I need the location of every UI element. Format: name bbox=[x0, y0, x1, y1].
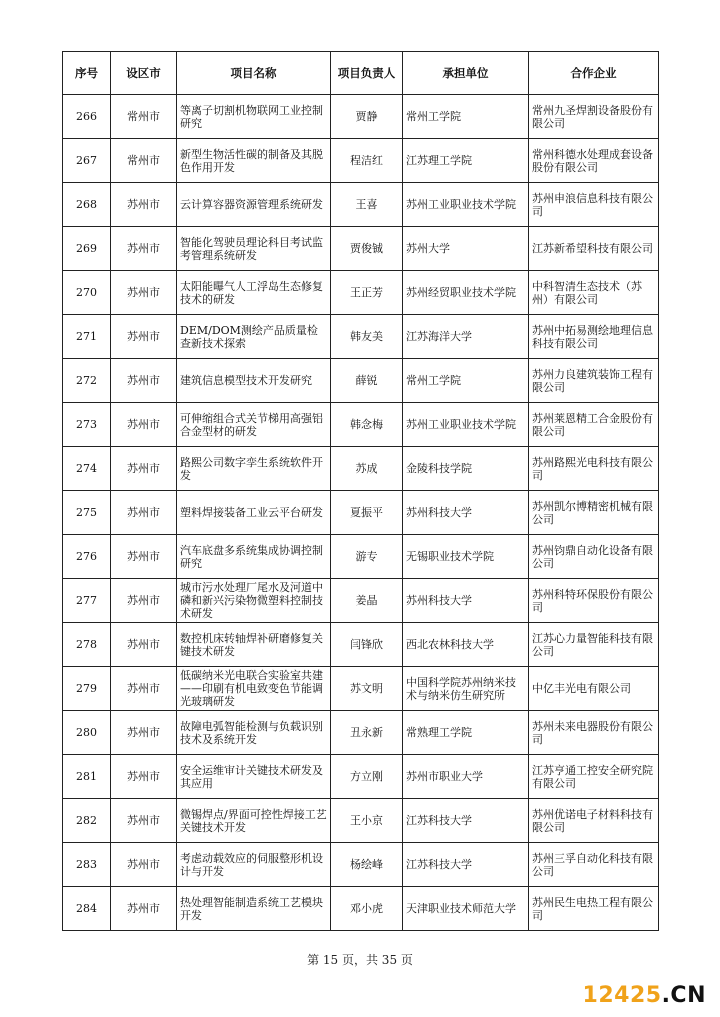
cell-partner: 常州科德水处理成套设备股份有限公司 bbox=[529, 139, 659, 183]
cell-leader: 苏文明 bbox=[331, 667, 403, 711]
cell-partner: 苏州申浪信息科技有限公司 bbox=[529, 183, 659, 227]
cell-city: 苏州市 bbox=[111, 579, 177, 623]
cell-leader: 韩友美 bbox=[331, 315, 403, 359]
table-row bbox=[63, 579, 659, 623]
cell-unit: 苏州科技大学 bbox=[403, 491, 529, 535]
cell-project-name: DEM/DOM测绘产品质量检查新技术探索 bbox=[177, 315, 331, 359]
cell-leader: 韩念梅 bbox=[331, 403, 403, 447]
header-project-name: 项目名称 bbox=[177, 52, 331, 95]
cell-no: 275 bbox=[63, 491, 111, 535]
cell-project-name: 汽车底盘多系统集成协调控制研究 bbox=[177, 535, 331, 579]
header-leader: 项目负责人 bbox=[331, 52, 403, 95]
cell-unit: 苏州市职业大学 bbox=[403, 755, 529, 799]
cell-no: 278 bbox=[63, 623, 111, 667]
table-row bbox=[63, 711, 659, 755]
cell-unit: 苏州工业职业技术学院 bbox=[403, 183, 529, 227]
cell-no: 269 bbox=[63, 227, 111, 271]
table-row bbox=[63, 887, 659, 931]
cell-partner: 苏州民生电热工程有限公司 bbox=[529, 887, 659, 931]
cell-unit: 中国科学院苏州纳米技术与纳米仿生研究所 bbox=[403, 667, 529, 711]
watermark-domain: .CN bbox=[661, 983, 706, 1008]
cell-no: 280 bbox=[63, 711, 111, 755]
cell-city: 苏州市 bbox=[111, 711, 177, 755]
cell-city: 苏州市 bbox=[111, 447, 177, 491]
cell-no: 283 bbox=[63, 843, 111, 887]
cell-project-name: 低碳纳米光电联合实验室共建——印刷有机电致变色节能调光玻璃研发 bbox=[177, 667, 331, 711]
cell-project-name: 热处理智能制造系统工艺模块开发 bbox=[177, 887, 331, 931]
header-unit: 承担单位 bbox=[403, 52, 529, 95]
cell-city: 苏州市 bbox=[111, 623, 177, 667]
header-city: 设区市 bbox=[111, 52, 177, 95]
cell-unit: 江苏科技大学 bbox=[403, 799, 529, 843]
cell-city: 苏州市 bbox=[111, 403, 177, 447]
table-row bbox=[63, 535, 659, 579]
cell-partner: 苏州优诺电子材料科技有限公司 bbox=[529, 799, 659, 843]
cell-unit: 江苏科技大学 bbox=[403, 843, 529, 887]
cell-project-name: 塑料焊接装备工业云平台研发 bbox=[177, 491, 331, 535]
cell-unit: 江苏理工学院 bbox=[403, 139, 529, 183]
cell-leader: 苏成 bbox=[331, 447, 403, 491]
watermark-number: 12425 bbox=[582, 983, 662, 1008]
cell-unit: 苏州工业职业技术学院 bbox=[403, 403, 529, 447]
cell-partner: 江苏亨通工控安全研究院有限公司 bbox=[529, 755, 659, 799]
cell-leader: 丑永新 bbox=[331, 711, 403, 755]
cell-city: 苏州市 bbox=[111, 315, 177, 359]
cell-no: 284 bbox=[63, 887, 111, 931]
cell-project-name: 智能化驾驶员理论科目考试监考管理系统研发 bbox=[177, 227, 331, 271]
cell-city: 苏州市 bbox=[111, 535, 177, 579]
table-row bbox=[63, 271, 659, 315]
cell-unit: 江苏海洋大学 bbox=[403, 315, 529, 359]
cell-unit: 常州工学院 bbox=[403, 95, 529, 139]
table-row bbox=[63, 359, 659, 403]
table-row bbox=[63, 139, 659, 183]
cell-partner: 苏州钧鼎自动化设备有限公司 bbox=[529, 535, 659, 579]
cell-project-name: 城市污水处理厂尾水及河道中磷和新兴污染物微塑料控制技术研发 bbox=[177, 579, 331, 623]
cell-leader: 闫锋欣 bbox=[331, 623, 403, 667]
table-row bbox=[63, 315, 659, 359]
header-partner: 合作企业 bbox=[529, 52, 659, 95]
cell-unit: 苏州大学 bbox=[403, 227, 529, 271]
cell-no: 268 bbox=[63, 183, 111, 227]
cell-partner: 江苏心力量智能科技有限公司 bbox=[529, 623, 659, 667]
cell-unit: 天津职业技术师范大学 bbox=[403, 887, 529, 931]
cell-project-name: 考虑动载效应的伺服整形机设计与开发 bbox=[177, 843, 331, 887]
cell-leader: 贾静 bbox=[331, 95, 403, 139]
table-row bbox=[63, 403, 659, 447]
table-row bbox=[63, 843, 659, 887]
cell-no: 276 bbox=[63, 535, 111, 579]
cell-city: 苏州市 bbox=[111, 183, 177, 227]
project-table bbox=[62, 51, 659, 931]
cell-no: 270 bbox=[63, 271, 111, 315]
cell-leader: 游专 bbox=[331, 535, 403, 579]
cell-project-name: 可伸缩组合式关节梯用高强铝合金型材的研发 bbox=[177, 403, 331, 447]
cell-no: 273 bbox=[63, 403, 111, 447]
cell-project-name: 微锡焊点/界面可控性焊接工艺关键技术开发 bbox=[177, 799, 331, 843]
cell-no: 274 bbox=[63, 447, 111, 491]
table-row bbox=[63, 667, 659, 711]
table-row bbox=[63, 755, 659, 799]
cell-no: 266 bbox=[63, 95, 111, 139]
cell-no: 282 bbox=[63, 799, 111, 843]
cell-no: 277 bbox=[63, 579, 111, 623]
table-row bbox=[63, 491, 659, 535]
cell-city: 苏州市 bbox=[111, 227, 177, 271]
cell-leader: 姜晶 bbox=[331, 579, 403, 623]
cell-partner: 苏州路熙光电科技有限公司 bbox=[529, 447, 659, 491]
watermark-logo bbox=[583, 983, 706, 1008]
cell-partner: 苏州莱恩精工合金股份有限公司 bbox=[529, 403, 659, 447]
cell-project-name: 太阳能曝气人工浮岛生态修复技术的研发 bbox=[177, 271, 331, 315]
cell-leader: 王正芳 bbox=[331, 271, 403, 315]
cell-partner: 江苏新希望科技有限公司 bbox=[529, 227, 659, 271]
cell-project-name: 云计算容器资源管理系统研发 bbox=[177, 183, 331, 227]
cell-leader: 夏振平 bbox=[331, 491, 403, 535]
cell-unit: 苏州经贸职业技术学院 bbox=[403, 271, 529, 315]
table-header-row bbox=[63, 52, 659, 95]
cell-partner: 苏州凯尔博精密机械有限公司 bbox=[529, 491, 659, 535]
cell-project-name: 新型生物活性碳的制备及其脱色作用开发 bbox=[177, 139, 331, 183]
cell-project-name: 数控机床转轴焊补研磨修复关键技术研发 bbox=[177, 623, 331, 667]
page-footer: 第 15 页，共 35 页 bbox=[307, 953, 413, 967]
cell-partner: 苏州未来电器股份有限公司 bbox=[529, 711, 659, 755]
cell-no: 281 bbox=[63, 755, 111, 799]
cell-city: 苏州市 bbox=[111, 491, 177, 535]
cell-city: 苏州市 bbox=[111, 799, 177, 843]
cell-city: 苏州市 bbox=[111, 843, 177, 887]
cell-project-name: 故障电弧智能检测与负载识别技术及系统开发 bbox=[177, 711, 331, 755]
cell-project-name: 安全运维审计关键技术研发及其应用 bbox=[177, 755, 331, 799]
cell-unit: 常州工学院 bbox=[403, 359, 529, 403]
header-no: 序号 bbox=[63, 52, 111, 95]
table-row bbox=[63, 183, 659, 227]
cell-leader: 程洁红 bbox=[331, 139, 403, 183]
cell-no: 272 bbox=[63, 359, 111, 403]
table-row bbox=[63, 623, 659, 667]
cell-leader: 贾俊铖 bbox=[331, 227, 403, 271]
cell-partner: 苏州中拓易测绘地理信息科技有限公司 bbox=[529, 315, 659, 359]
cell-unit: 苏州科技大学 bbox=[403, 579, 529, 623]
table-row bbox=[63, 95, 659, 139]
cell-partner: 苏州三孚自动化科技有限公司 bbox=[529, 843, 659, 887]
cell-city: 常州市 bbox=[111, 139, 177, 183]
cell-partner: 常州九圣焊割设备股份有限公司 bbox=[529, 95, 659, 139]
cell-no: 279 bbox=[63, 667, 111, 711]
cell-partner: 苏州科特环保股份有限公司 bbox=[529, 579, 659, 623]
cell-leader: 邓小虎 bbox=[331, 887, 403, 931]
cell-partner: 中科智清生态技术（苏州）有限公司 bbox=[529, 271, 659, 315]
cell-unit: 无锡职业技术学院 bbox=[403, 535, 529, 579]
cell-unit: 西北农林科技大学 bbox=[403, 623, 529, 667]
cell-project-name: 建筑信息模型技术开发研究 bbox=[177, 359, 331, 403]
cell-partner: 苏州力良建筑装饰工程有限公司 bbox=[529, 359, 659, 403]
cell-unit: 常熟理工学院 bbox=[403, 711, 529, 755]
table-row bbox=[63, 799, 659, 843]
cell-leader: 王小京 bbox=[331, 799, 403, 843]
cell-leader: 薛锐 bbox=[331, 359, 403, 403]
cell-partner: 中亿丰光电有限公司 bbox=[529, 667, 659, 711]
cell-unit: 金陵科技学院 bbox=[403, 447, 529, 491]
cell-city: 苏州市 bbox=[111, 359, 177, 403]
cell-project-name: 路熙公司数字孪生系统软件开发 bbox=[177, 447, 331, 491]
cell-leader: 杨绘峰 bbox=[331, 843, 403, 887]
cell-city: 苏州市 bbox=[111, 755, 177, 799]
cell-no: 271 bbox=[63, 315, 111, 359]
cell-leader: 方立刚 bbox=[331, 755, 403, 799]
cell-city: 苏州市 bbox=[111, 667, 177, 711]
cell-city: 苏州市 bbox=[111, 271, 177, 315]
cell-no: 267 bbox=[63, 139, 111, 183]
table-row bbox=[63, 227, 659, 271]
cell-city: 常州市 bbox=[111, 95, 177, 139]
cell-city: 苏州市 bbox=[111, 887, 177, 931]
cell-leader: 王喜 bbox=[331, 183, 403, 227]
table-row bbox=[63, 447, 659, 491]
cell-project-name: 等离子切割机物联网工业控制研究 bbox=[177, 95, 331, 139]
